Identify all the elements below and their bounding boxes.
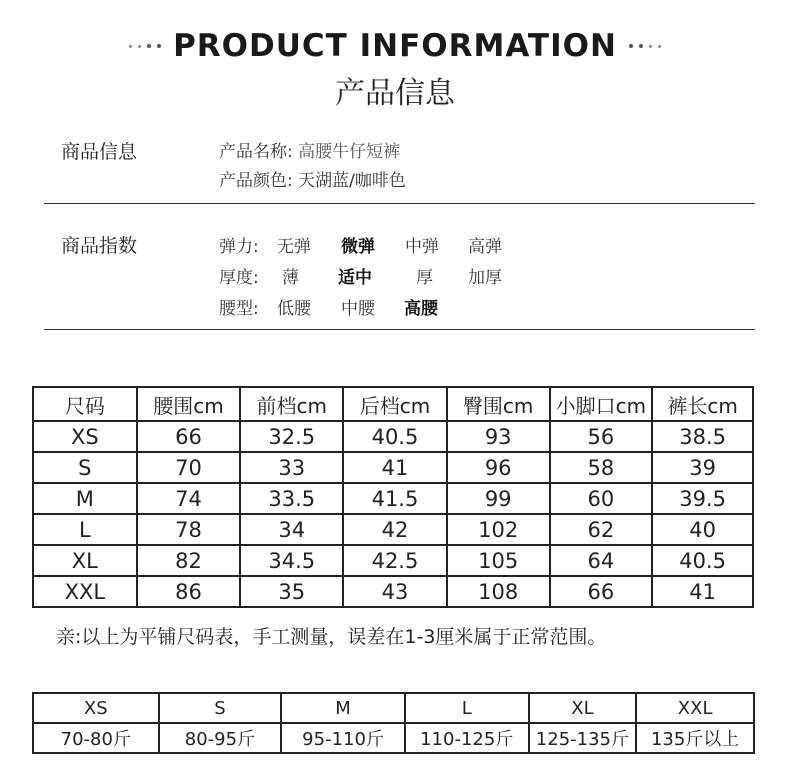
table-cell: 78	[137, 514, 241, 545]
table-cell: 35	[240, 576, 343, 607]
table-cell: 42.5	[343, 545, 447, 576]
size-cell: S	[159, 693, 282, 723]
table-row	[33, 421, 753, 452]
header-cell: 后档cm	[343, 387, 447, 421]
weight-cell: 110-125斤	[405, 723, 529, 753]
table-cell: 70	[137, 452, 241, 483]
index-option: 无弹	[277, 237, 311, 257]
table-cell: 99	[447, 483, 550, 514]
header-cell: 小脚口cm	[550, 387, 653, 421]
index-row-label: 厚度:	[219, 268, 259, 288]
weight-table	[32, 692, 755, 754]
header-cell: 臀围cm	[447, 387, 550, 421]
table-cell: 43	[343, 576, 447, 607]
size-table-header	[33, 387, 753, 421]
table-cell: 96	[447, 452, 550, 483]
index-option: 低腰	[277, 299, 311, 319]
table-cell: 41.5	[343, 483, 447, 514]
product-info-label: 商品信息	[61, 141, 138, 163]
table-cell: M	[33, 483, 137, 514]
size-cell: XL	[529, 693, 637, 723]
table-cell: 39.5	[652, 483, 753, 514]
table-cell: 62	[550, 514, 653, 545]
table-row	[33, 483, 753, 514]
header-cell: 裤长cm	[652, 387, 753, 421]
table-cell: 66	[137, 421, 241, 452]
table-cell: 34	[240, 514, 343, 545]
size-cell: XS	[33, 693, 159, 723]
table-cell: 102	[447, 514, 550, 545]
table-cell: 82	[137, 545, 241, 576]
index-option: 薄	[282, 268, 299, 288]
table-row	[33, 576, 753, 607]
index-option: 中弹	[405, 237, 439, 257]
table-row	[33, 545, 753, 576]
weight-size-row	[33, 693, 754, 723]
weight-cell: 80-95斤	[159, 723, 282, 753]
weight-range-row	[33, 723, 754, 753]
weight-cell: 135斤以上	[636, 723, 754, 753]
table-cell: XS	[33, 421, 137, 452]
weight-cell: 95-110斤	[281, 723, 405, 753]
divider	[44, 329, 755, 330]
table-cell: 93	[447, 421, 550, 452]
right-dots-decoration	[629, 44, 661, 48]
table-cell: 66	[550, 576, 653, 607]
index-option-selected: 微弹	[341, 237, 375, 257]
index-option-selected: 高腰	[404, 299, 438, 319]
index-option-selected: 适中	[338, 268, 372, 288]
weight-cell: 125-135斤	[529, 723, 637, 753]
table-cell: 41	[343, 452, 447, 483]
header-cell: 前档cm	[240, 387, 343, 421]
table-cell: XL	[33, 545, 137, 576]
product-name-label: 产品名称:	[219, 142, 293, 162]
table-cell: 32.5	[240, 421, 343, 452]
table-cell: 42	[343, 514, 447, 545]
table-cell: 40.5	[652, 545, 753, 576]
product-color-label: 产品颜色:	[219, 171, 293, 191]
header-cell: 尺码	[33, 387, 137, 421]
table-cell: L	[33, 514, 137, 545]
product-name-value: 高腰牛仔短裤	[298, 142, 401, 162]
table-cell: 41	[652, 576, 753, 607]
table-cell: 74	[137, 483, 241, 514]
left-dots-decoration	[129, 44, 161, 48]
index-row-label: 弹力:	[219, 237, 259, 257]
table-cell: 86	[137, 576, 241, 607]
table-cell: 33.5	[240, 483, 343, 514]
divider	[44, 203, 755, 204]
table-cell: 39	[652, 452, 753, 483]
size-cell: M	[281, 693, 405, 723]
product-name-line	[219, 137, 400, 162]
table-cell: 34.5	[240, 545, 343, 576]
table-cell: S	[33, 452, 137, 483]
index-row-label: 腰型:	[219, 299, 259, 319]
table-cell: 108	[447, 576, 550, 607]
table-row	[33, 514, 753, 545]
table-cell: 38.5	[652, 421, 753, 452]
table-cell: 58	[550, 452, 653, 483]
table-cell: 40.5	[343, 421, 447, 452]
page-title-en: PRODUCT INFORMATION	[173, 28, 617, 64]
size-cell: XXL	[636, 693, 754, 723]
product-color-value: 天湖蓝/咖啡色	[298, 171, 406, 191]
table-cell: 105	[447, 545, 550, 576]
title-row	[0, 26, 790, 66]
table-cell: 64	[550, 545, 653, 576]
product-color-line	[219, 166, 406, 191]
measurement-note: 亲:以上为平铺尺码表，手工测量，误差在1-3厘米属于正常范围。	[56, 626, 607, 648]
size-table	[32, 386, 754, 608]
table-cell: 33	[240, 452, 343, 483]
header-cell: 腰围cm	[137, 387, 241, 421]
size-cell: L	[405, 693, 529, 723]
product-index-label: 商品指数	[61, 235, 138, 257]
table-cell: 40	[652, 514, 753, 545]
table-row	[33, 452, 753, 483]
page-title-cn: 产品信息	[335, 76, 455, 111]
index-option: 加厚	[468, 268, 502, 288]
index-option: 中腰	[341, 299, 375, 319]
weight-cell: 70-80斤	[33, 723, 159, 753]
index-option: 高弹	[468, 237, 502, 257]
table-cell: XXL	[33, 576, 137, 607]
index-option: 厚	[416, 268, 433, 288]
table-cell: 60	[550, 483, 653, 514]
table-cell: 56	[550, 421, 653, 452]
